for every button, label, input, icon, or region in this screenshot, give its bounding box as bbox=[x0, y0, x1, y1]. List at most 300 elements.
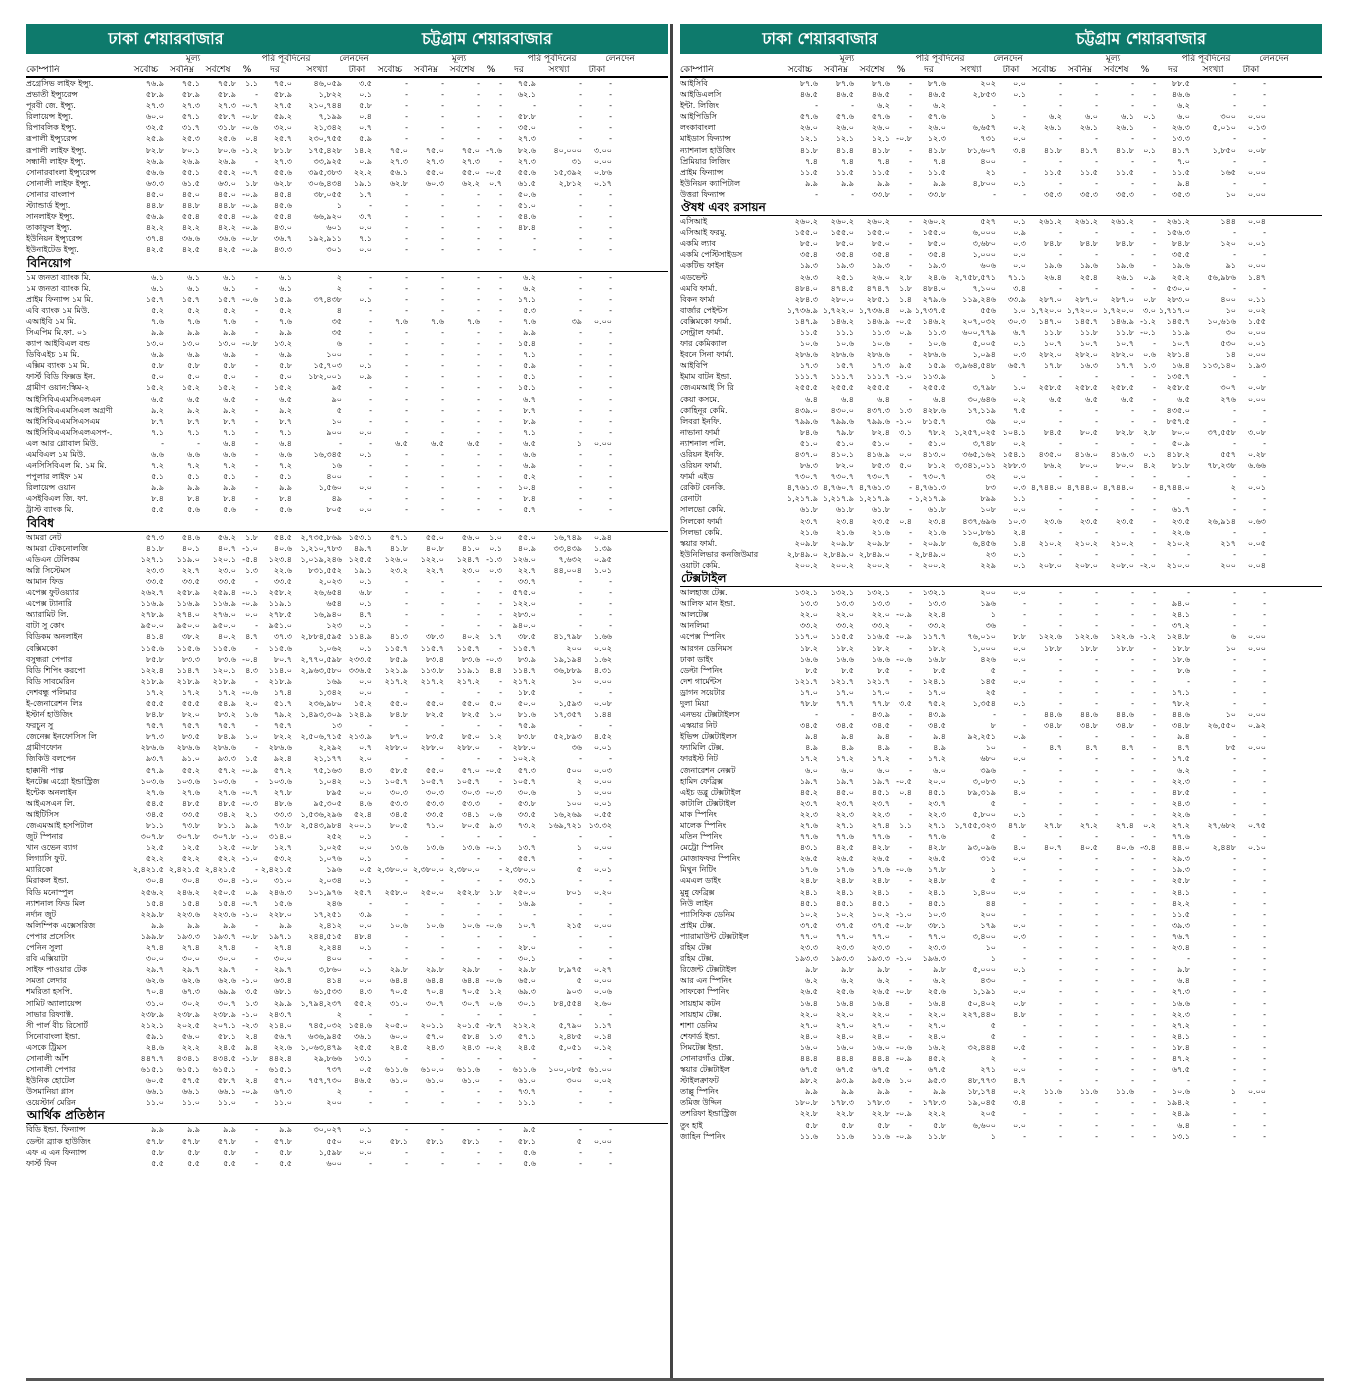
stock-value: ৫৬.৯ bbox=[145, 212, 164, 222]
stock-value: ২,৮৪৯.০ bbox=[786, 549, 818, 559]
stock-value: ৯.৯ bbox=[805, 178, 818, 188]
stock-value: - bbox=[441, 427, 444, 437]
stock-value: ১১৫.৬ bbox=[140, 643, 164, 653]
stock-value: ১৯.৬ bbox=[1079, 261, 1098, 271]
stock-value: ১৮.৪ bbox=[1171, 1042, 1190, 1052]
stock-value: - bbox=[1095, 798, 1098, 808]
stock-value: ৮১,৬০৭ bbox=[967, 145, 996, 155]
stock-value: ২০৮.০ bbox=[1074, 560, 1098, 570]
stock-value: ৪১৬.৩ bbox=[1110, 450, 1134, 459]
stock-value: ২২৩.৬ bbox=[212, 909, 236, 919]
stock-value: - bbox=[1233, 954, 1236, 964]
stock-row bbox=[26, 798, 668, 809]
stock-value: - bbox=[1153, 217, 1156, 227]
stock-row bbox=[680, 1064, 1322, 1075]
company-name: সামিট অ্যালায়েন্স bbox=[26, 998, 82, 1008]
stock-value: ৩৯.৩ bbox=[1171, 920, 1190, 930]
stock-value: - bbox=[1153, 1053, 1156, 1063]
stock-value: - bbox=[579, 350, 582, 360]
stock-value: - bbox=[1131, 887, 1134, 897]
stock-value: - bbox=[1153, 156, 1156, 166]
stock-value: ৪.৭ bbox=[359, 610, 372, 620]
stock-value: - bbox=[441, 283, 444, 293]
stock-value: ৬২.৬ bbox=[181, 976, 200, 986]
stock-value: ১ bbox=[990, 610, 996, 620]
stock-value: ০.২৮ bbox=[1247, 450, 1266, 459]
stock-value: - bbox=[909, 217, 912, 227]
stock-value: - bbox=[477, 405, 480, 415]
stock-value: - bbox=[609, 405, 612, 415]
stock-value: ৫.৬ bbox=[523, 1147, 536, 1157]
stock-value: ৯৪.০ bbox=[1171, 599, 1190, 609]
stock-value: -১.২ bbox=[1140, 632, 1156, 642]
stock-value: ৭০.৫ bbox=[461, 987, 480, 997]
stock-value: ১৩২.১ bbox=[830, 588, 854, 598]
stock-value: ১২৬.০ bbox=[512, 554, 536, 564]
company-name: সমতা লেদার bbox=[26, 976, 67, 986]
stock-value: ৫৭.১ bbox=[181, 112, 200, 122]
stock-value: ২৩৩.৫ bbox=[348, 654, 372, 664]
stock-value: - bbox=[1233, 732, 1236, 742]
company-name: মেট্রো স্পিনিং bbox=[680, 843, 724, 853]
company-name: ইন্টেক অনলাইন bbox=[26, 787, 77, 797]
stock-value: - bbox=[579, 832, 582, 842]
stock-value: ৩৬ bbox=[985, 621, 996, 631]
company-name: আইটিসিস bbox=[26, 809, 59, 819]
stock-value: - bbox=[477, 1147, 480, 1157]
stock-value: - bbox=[533, 909, 536, 919]
stock-value: ৫৬.০ bbox=[181, 1031, 200, 1041]
stock-value: ৩০.৪ bbox=[217, 876, 236, 886]
stock-row bbox=[26, 909, 668, 920]
stock-value: ২৬.৫ bbox=[927, 854, 946, 864]
stock-value: ১১.০ bbox=[145, 1098, 164, 1108]
stock-row bbox=[26, 1064, 668, 1075]
stock-value: - bbox=[441, 610, 444, 620]
stock-value: ২৭.৪ bbox=[871, 821, 890, 830]
stock-value: ২৬,৯১৪ bbox=[1207, 516, 1236, 526]
stock-value: ১৯৭.১ bbox=[268, 931, 292, 941]
company-name: ফার্স্ট ফিন bbox=[26, 1158, 57, 1168]
stock-value: ০.৯৫ bbox=[593, 554, 612, 564]
stock-value: - bbox=[1153, 134, 1156, 144]
sector-heading: বিনিয়োগ bbox=[26, 256, 668, 272]
stock-value: - bbox=[1095, 505, 1098, 515]
stock-value: ৩০৭.৮ bbox=[176, 832, 200, 842]
stock-value: - bbox=[1153, 339, 1156, 349]
stock-value: ৪৪.৪ bbox=[799, 1053, 818, 1063]
stock-value: - bbox=[1095, 698, 1098, 708]
stock-value: ৬২.২ bbox=[461, 178, 480, 188]
stock-value: ২৬.৩ bbox=[1171, 123, 1190, 133]
stock-value: ১১৪.৭ bbox=[512, 665, 536, 675]
company-name: হাক্কানী পাল্প bbox=[26, 765, 64, 775]
stock-value: ০.১৩ bbox=[1247, 123, 1266, 133]
company-name: সিএপিম মি.ফা. ০১ bbox=[26, 327, 88, 337]
company-name: ন্যাশনাল পলি. bbox=[680, 438, 726, 448]
stock-value: - bbox=[533, 101, 536, 111]
stock-value: - bbox=[1153, 654, 1156, 664]
stock-value: - bbox=[1131, 776, 1134, 786]
stock-value: ৫৭৫.০ bbox=[512, 588, 536, 598]
stock-value: - bbox=[477, 472, 480, 482]
stock-row bbox=[26, 371, 668, 382]
stock-value: ৯১.০ bbox=[181, 754, 200, 764]
stock-value: ১৯৬ bbox=[326, 865, 342, 875]
stock-row bbox=[680, 394, 1322, 405]
stock-value: ২৪.০ bbox=[835, 1031, 854, 1041]
stock-value: ১০৮ bbox=[980, 505, 996, 515]
stock-value: ১৫.১ bbox=[517, 383, 536, 393]
stock-value: - bbox=[441, 1098, 444, 1108]
stock-value: - bbox=[1131, 854, 1134, 864]
stock-value: - bbox=[499, 394, 502, 404]
stock-value: ১ bbox=[336, 201, 342, 211]
stock-value: ৪.৭ bbox=[1085, 743, 1098, 753]
stock-value: ০.০ bbox=[1013, 505, 1026, 515]
stock-row bbox=[680, 931, 1322, 942]
stock-value: ২১৮.৯ bbox=[140, 676, 164, 686]
stock-value: -৫.৪ bbox=[242, 554, 258, 564]
stock-value: - bbox=[499, 372, 502, 382]
stock-value: - bbox=[499, 112, 502, 122]
stock-value: - bbox=[579, 472, 582, 482]
stock-value: ২১৫ bbox=[566, 920, 582, 930]
stock-value: - bbox=[909, 189, 912, 199]
stock-value: - bbox=[609, 350, 612, 360]
stock-value: - bbox=[609, 754, 612, 764]
stock-value: - bbox=[255, 865, 258, 875]
stock-value: - bbox=[609, 339, 612, 349]
stock-value: - bbox=[441, 876, 444, 886]
stock-value: - bbox=[441, 754, 444, 764]
stock-value: ২৮২.০ bbox=[1074, 350, 1098, 360]
stock-row bbox=[26, 382, 668, 393]
stock-value: - bbox=[609, 1053, 612, 1063]
stock-value: -১.২ bbox=[242, 145, 258, 155]
company-name: এসকে ট্রিমস bbox=[26, 1042, 67, 1052]
stock-value: ১.৩ bbox=[489, 1031, 502, 1041]
stock-row bbox=[26, 460, 668, 471]
stock-value: - bbox=[909, 621, 912, 631]
stock-value: - bbox=[579, 90, 582, 100]
stock-value: ৪২.৫ bbox=[835, 843, 854, 853]
stock-value: ২৭.৮ bbox=[273, 787, 292, 797]
stock-value: ১৬৫ bbox=[1220, 167, 1236, 177]
stock-value: ৬.১ bbox=[223, 272, 236, 282]
stock-value: ৬.৬ bbox=[151, 450, 164, 459]
stock-value: - bbox=[255, 1065, 258, 1075]
stock-value: ২৫৮.৫ bbox=[1038, 383, 1062, 393]
stock-value: ০.০০ bbox=[1247, 167, 1266, 177]
stock-value: ৫.৫ bbox=[151, 505, 164, 515]
stock-value: - bbox=[909, 1087, 912, 1097]
stock-value: - bbox=[255, 505, 258, 515]
stock-row bbox=[680, 1009, 1322, 1020]
stock-row bbox=[680, 1086, 1322, 1097]
stock-value: ৪৪.৬ bbox=[1115, 710, 1134, 720]
stock-value: ৪৮৪.০ bbox=[922, 283, 946, 293]
stock-value: ৬৭.৫ bbox=[927, 1065, 946, 1075]
stock-value: ৫.৯ bbox=[359, 134, 372, 144]
stock-value: ৪৫.১ bbox=[871, 787, 890, 797]
stock-value: -১.০ bbox=[896, 954, 912, 964]
company-name: বিডিকম অনলাইন bbox=[26, 632, 83, 642]
company-name: এনসিসিবিএল মি. ১ম মি. bbox=[26, 461, 107, 471]
stock-value: ৫৮.৯ bbox=[145, 90, 164, 100]
stock-row bbox=[26, 504, 668, 515]
stock-value: ৪৮.৫ bbox=[1171, 787, 1190, 797]
stock-value: - bbox=[609, 123, 612, 133]
stock-row bbox=[680, 460, 1322, 471]
stock-value: ১৬.৬ bbox=[835, 654, 854, 664]
stock-value: - bbox=[909, 112, 912, 122]
stock-value: ১.৩ bbox=[245, 998, 258, 1008]
stock-value: - bbox=[579, 394, 582, 404]
stock-value: ৪.৭ bbox=[1121, 743, 1134, 753]
stock-value: ২৮৫.১ bbox=[866, 294, 890, 304]
stock-value: - bbox=[441, 721, 444, 731]
stock-value: - bbox=[609, 621, 612, 631]
stock-value: ১৫৫.০ bbox=[794, 228, 818, 238]
stock-row bbox=[680, 100, 1322, 111]
stock-value: - bbox=[499, 754, 502, 764]
stock-value: ২৭.০ bbox=[835, 1020, 854, 1030]
stock-value: ৬.৪ bbox=[279, 438, 292, 448]
stock-value: ৪১.৮ bbox=[145, 543, 164, 553]
stock-value: ২৬২.৭ bbox=[140, 588, 164, 598]
stock-value: ০.৯ bbox=[1013, 732, 1026, 742]
stock-value: ০.৪ bbox=[899, 787, 912, 797]
stock-value: - bbox=[255, 776, 258, 786]
right-panel bbox=[680, 24, 1322, 1142]
stock-value: ৫.৯ bbox=[523, 361, 536, 371]
stock-value: - bbox=[1263, 943, 1266, 953]
stock-value: - bbox=[1095, 1076, 1098, 1086]
stock-value: - bbox=[1153, 1109, 1156, 1119]
stock-value: ৪৫.১ bbox=[927, 898, 946, 908]
stock-value: - bbox=[1023, 898, 1026, 908]
stock-value: ১১.৫ bbox=[927, 167, 946, 177]
stock-value: ৭.৬ bbox=[187, 316, 200, 326]
stock-value: - bbox=[909, 156, 912, 166]
stock-value: ৮.৯ bbox=[523, 416, 536, 426]
stock-value: - bbox=[477, 223, 480, 233]
stock-value: - bbox=[255, 416, 258, 426]
stock-value: ৩৩.৯ bbox=[1007, 294, 1026, 304]
stock-value: ১৪৫ bbox=[980, 676, 996, 686]
stock-row bbox=[680, 953, 1322, 964]
col-company: কোম্পানি bbox=[680, 65, 714, 75]
company-name: আলিফ মান ইন্ডা. bbox=[680, 599, 736, 609]
stock-value: ৩০,০২৭ bbox=[313, 1125, 342, 1135]
stock-value: ২০৯.৮ bbox=[866, 538, 890, 548]
company-name: জিকিউ বলপেন bbox=[26, 754, 76, 764]
stock-value: ০.১১ bbox=[1247, 294, 1266, 304]
stock-value: ৩৩.৫ bbox=[217, 576, 236, 586]
stock-value: - bbox=[533, 1009, 536, 1019]
stock-value: ২৮৩.০ bbox=[512, 610, 536, 620]
stock-value: - bbox=[405, 416, 408, 426]
stock-value: ৮০.০ bbox=[1079, 461, 1098, 471]
stock-value: - bbox=[441, 112, 444, 122]
stock-value: ০.০০ bbox=[593, 156, 612, 166]
stock-value: ২৩.৫ bbox=[1115, 516, 1134, 526]
stock-value: ০.২৭ bbox=[593, 965, 612, 975]
stock-value: ২৫৮.৫ bbox=[1166, 383, 1190, 393]
stock-value: ১৭.০ bbox=[835, 687, 854, 697]
stock-value: ৩,৮৬০ bbox=[318, 965, 342, 975]
stock-value: ০.০০ bbox=[593, 787, 612, 797]
stock-row bbox=[26, 620, 668, 631]
stock-value: - bbox=[369, 272, 372, 282]
stock-value: - bbox=[533, 832, 536, 842]
stock-value: - bbox=[1023, 876, 1026, 886]
stock-value: ৮৫.০ bbox=[927, 239, 946, 249]
stock-value: - bbox=[1131, 1076, 1134, 1086]
stock-value: ২৭.২ bbox=[1171, 821, 1190, 830]
company-name: সাফকো স্পিনিং bbox=[680, 987, 730, 997]
stock-value: ১.৮ bbox=[245, 532, 258, 542]
stock-value: - bbox=[609, 361, 612, 371]
stock-value: ০.০০ bbox=[593, 676, 612, 686]
stock-value: ৩৩.২ bbox=[927, 621, 946, 631]
stock-value: - bbox=[499, 294, 502, 304]
stock-value: - bbox=[405, 588, 408, 598]
stock-value: - bbox=[1095, 854, 1098, 864]
stock-value: ২৩.৩ bbox=[145, 565, 164, 575]
stock-value: - bbox=[1059, 1076, 1062, 1086]
stock-value: ৬১.৫ bbox=[517, 178, 536, 188]
stock-value: - bbox=[609, 854, 612, 864]
stock-value: -০.৯ bbox=[896, 1109, 912, 1119]
stock-value: ১.৮ bbox=[899, 283, 912, 293]
stock-value: ৬১.৭ bbox=[1171, 505, 1190, 515]
stock-value: ১৯.৭ bbox=[871, 776, 890, 786]
stock-value: ১.২ bbox=[489, 987, 502, 997]
stock-value: ২২৭,৪৪০ bbox=[962, 1009, 996, 1019]
stock-value: - bbox=[909, 123, 912, 133]
stock-value: ৫ bbox=[576, 1136, 582, 1146]
stock-value: - bbox=[1095, 283, 1098, 293]
stock-value: ৭৭.০ bbox=[799, 931, 818, 941]
stock-value: ৬.৪ bbox=[877, 394, 890, 404]
stock-value: - bbox=[441, 405, 444, 415]
stock-value: ৩৬,৮৮৯ bbox=[553, 665, 582, 675]
stock-value: ১৫.৪ bbox=[217, 898, 236, 908]
stock-value: - bbox=[441, 201, 444, 211]
stock-value: ৪০,০০০ bbox=[553, 145, 582, 155]
stock-value: ১১৪.৯ bbox=[348, 632, 372, 642]
stock-value: - bbox=[405, 494, 408, 504]
stock-value: ২৭.৬ bbox=[145, 787, 164, 797]
stock-value: ০.০০ bbox=[593, 776, 612, 786]
stock-value: - bbox=[441, 854, 444, 864]
stock-value: ১ bbox=[576, 843, 582, 853]
stock-value: -০.৭ bbox=[242, 898, 258, 908]
stock-value: - bbox=[405, 854, 408, 864]
stock-value: - bbox=[369, 954, 372, 964]
stock-value: ২৬,৫৫০ bbox=[1207, 721, 1236, 731]
stock-value: - bbox=[499, 743, 502, 753]
stock-value: ২০০ bbox=[980, 588, 996, 598]
stock-value: - bbox=[1233, 987, 1236, 997]
stock-value: ৩.০০ bbox=[593, 145, 612, 155]
stock-value: ৬.৬ bbox=[223, 450, 236, 459]
stock-value: ২১৭.২ bbox=[420, 676, 444, 686]
stock-value: - bbox=[1263, 438, 1266, 448]
stock-value: ০.১ bbox=[359, 361, 372, 371]
stock-value: - bbox=[499, 1147, 502, 1157]
stock-value: ৬১.০ bbox=[389, 1076, 408, 1086]
stock-value: ০.০ bbox=[359, 1147, 372, 1157]
stock-value: ২২.৩ bbox=[1171, 776, 1190, 786]
stock-value: ১৩.৬ bbox=[425, 843, 444, 853]
stock-value: - bbox=[1059, 79, 1062, 88]
stock-value: ৫.১ bbox=[187, 472, 200, 482]
stock-value: ২৯.৯ bbox=[273, 998, 292, 1008]
stock-value: ২.০ bbox=[359, 754, 372, 764]
stock-value: ৪৮.৪ bbox=[517, 223, 536, 233]
stock-value: ১০৪.১ bbox=[1002, 427, 1026, 437]
stock-value: - bbox=[477, 687, 480, 697]
stock-value: ১২১.৭ bbox=[830, 676, 854, 686]
stock-value: ২৮২.০ bbox=[1038, 350, 1062, 360]
stock-value: ৯৫০.০ bbox=[140, 621, 164, 631]
stock-value: ৫,৭৯০ bbox=[558, 1020, 582, 1030]
stock-value: ০.০ bbox=[1013, 472, 1026, 482]
stock-value: ৭৭.৬ bbox=[799, 832, 818, 842]
company-name: উসমানিয়া গ্লাস bbox=[26, 1087, 74, 1097]
stock-value: - bbox=[1059, 798, 1062, 808]
stock-value: ২৬.০ bbox=[871, 123, 890, 133]
stock-value: - bbox=[1095, 438, 1098, 448]
stock-value: ২৭৯.৬ bbox=[922, 294, 946, 304]
stock-value: - bbox=[477, 272, 480, 282]
stock-value: - bbox=[609, 189, 612, 199]
stock-value: - bbox=[441, 294, 444, 304]
stock-value: - bbox=[1059, 765, 1062, 775]
stock-row bbox=[680, 249, 1322, 260]
stock-value: -০.৯ bbox=[242, 599, 258, 609]
stock-value: ১৪৬.২ bbox=[922, 316, 946, 326]
stock-value: ৪১.৮ bbox=[1043, 145, 1062, 155]
stock-value: ৯.৯ bbox=[187, 327, 200, 337]
stock-value: ৭৭.০ bbox=[871, 931, 890, 941]
stock-value: - bbox=[1263, 887, 1266, 897]
stock-row bbox=[680, 560, 1322, 571]
stock-value: ১.৯৩ bbox=[1247, 361, 1266, 371]
stock-value: ২০০.২ bbox=[830, 560, 854, 570]
stock-value: ১৩.৬ bbox=[461, 843, 480, 853]
stock-row bbox=[680, 438, 1322, 449]
stock-value: ৭.৪ bbox=[841, 156, 854, 166]
stock-value: ৯৫.৬ bbox=[871, 1076, 890, 1086]
stock-value: ৫.১ bbox=[151, 472, 164, 482]
stock-value: ১৯৩.৩ bbox=[176, 931, 200, 941]
stock-row bbox=[26, 1031, 668, 1042]
stock-value: ৫২.৪ bbox=[353, 809, 372, 819]
stock-value: ৬৭.৫ bbox=[1171, 1065, 1190, 1075]
company-name: মিরাকল ইন্ডা. bbox=[26, 876, 69, 886]
stock-value: -০.৬ bbox=[486, 920, 502, 930]
stock-value: ২০৭.১ bbox=[212, 1020, 236, 1030]
stock-row bbox=[26, 1020, 668, 1031]
company-name: রেকিট বেনকি. bbox=[680, 483, 726, 493]
stock-value: - bbox=[477, 350, 480, 360]
stock-value: ৪১.৪ bbox=[835, 145, 854, 155]
stock-value: ৭৩০.৭ bbox=[830, 472, 854, 482]
